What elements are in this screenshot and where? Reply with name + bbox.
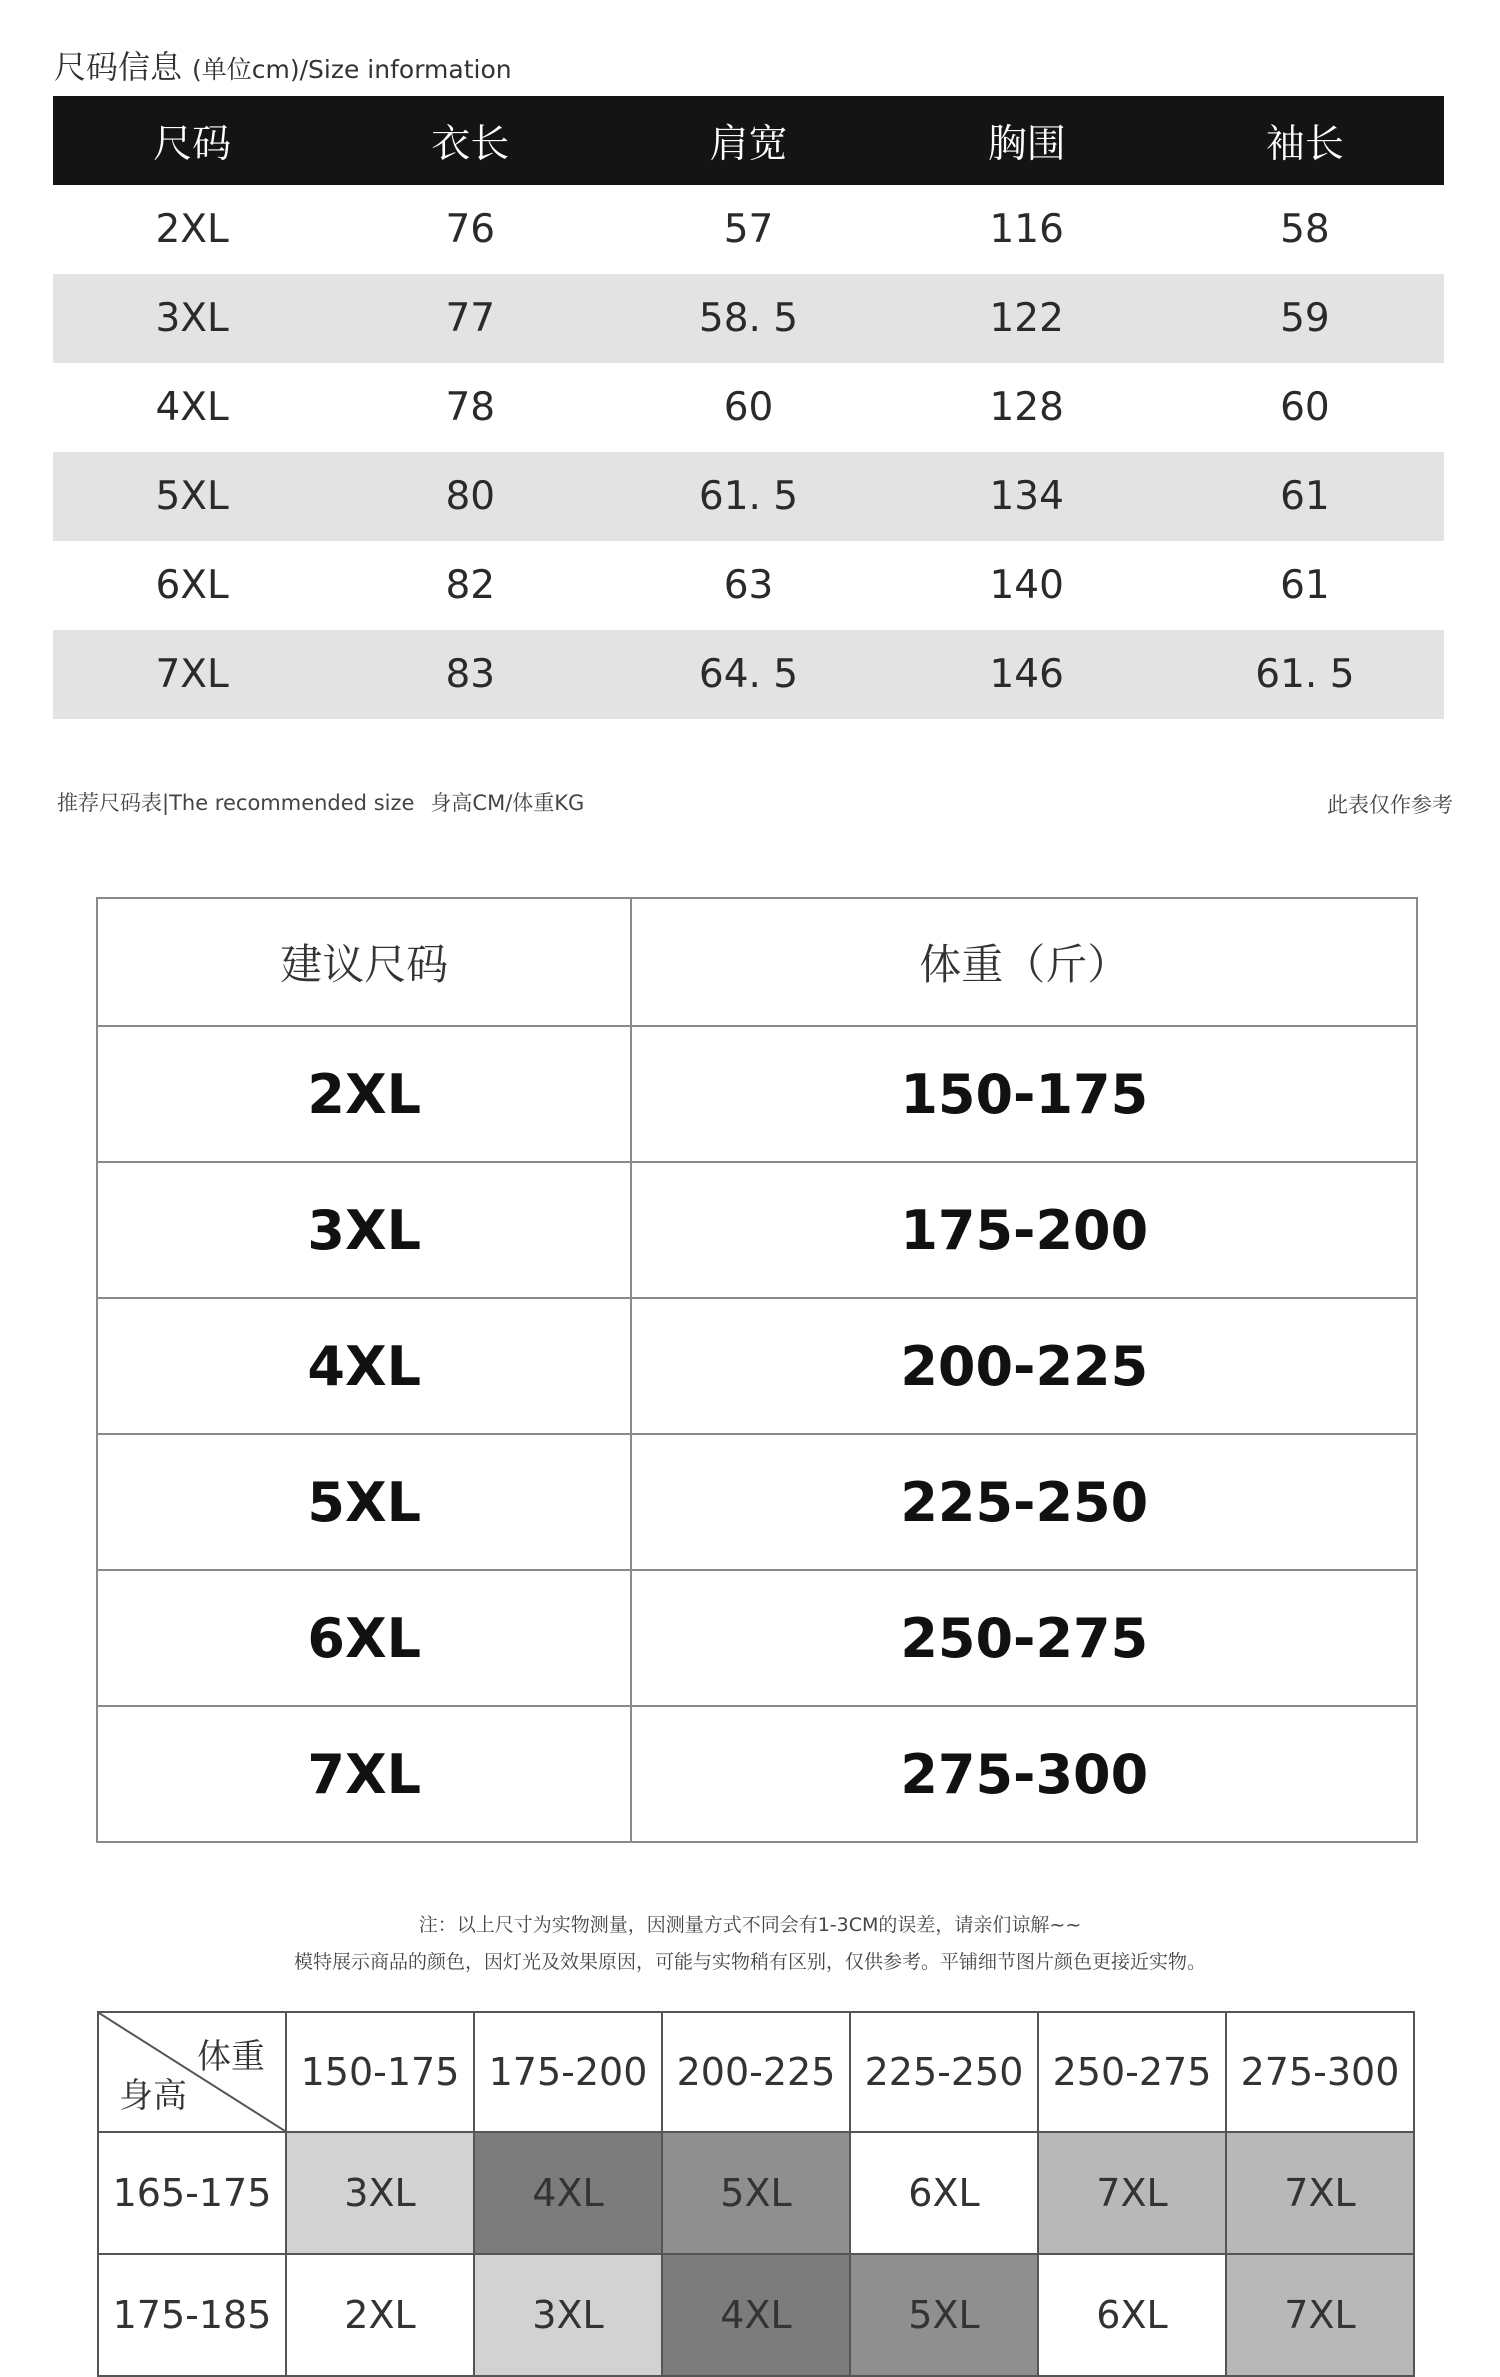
measurement-note: 注：以上尺寸为实物测量，因测量方式不同会有1-3CM的误差，请亲们谅解~~ [418,1914,1082,1936]
size-info-unit: (单位cm)/Size information [192,55,512,84]
matrix-cell: 7XL [1226,2254,1414,2376]
table-cell: 64. 5 [698,652,799,697]
table-row [97,1162,1417,1298]
matrix-cell: 7XL [1038,2132,1226,2254]
matrix-cell: 4XL [474,2132,662,2254]
matrix-row-header: 165-175 [98,2132,286,2254]
table-cell: 78 [445,385,496,430]
recommended-weight-cell: 175-200 [631,1162,1417,1298]
table-row [97,1570,1417,1706]
table-cell: 6XL [155,563,229,608]
table-row [53,274,1444,363]
recommended-size-title: 推荐尺码表|The recommended size [57,791,415,815]
table-cell: 7XL [155,652,229,697]
table-cell: 4XL [155,385,229,430]
table-cell: 61. 5 [698,474,799,519]
matrix-cell: 5XL [662,2132,850,2254]
matrix-column-header: 175-200 [474,2012,662,2132]
matrix-column-header: 225-250 [850,2012,1038,2132]
table-cell: 76 [445,207,496,252]
size-info-title [54,42,512,88]
recommended-size-cell: 3XL [97,1162,631,1298]
table-cell: 57 [723,207,774,252]
recommended-weight-cell: 200-225 [631,1298,1417,1434]
size-header-cell: 肩宽 [709,121,788,167]
matrix-header-row [98,2012,1414,2132]
table-row [98,2132,1414,2254]
recommended-header-row [97,898,1417,1026]
matrix-cell: 6XL [850,2132,1038,2254]
table-cell: 134 [989,474,1064,519]
recommended-size-table [96,897,1418,1843]
recommended-size-cell: 5XL [97,1434,631,1570]
table-row [53,452,1444,541]
matrix-column-header: 200-225 [662,2012,850,2132]
table-cell: 77 [445,296,496,341]
recommended-weight-cell: 250-275 [631,1570,1417,1706]
recommended-size-cell: 4XL [97,1298,631,1434]
size-info-header-row [53,96,1444,185]
table-cell: 61 [1280,563,1330,608]
recommended-weight-cell: 150-175 [631,1026,1417,1162]
size-header-cell: 袖长 [1265,121,1344,167]
table-cell: 61. 5 [1255,652,1355,697]
table-cell: 3XL [155,296,229,341]
size-info-title-text: 尺码信息 [54,48,183,86]
table-cell: 80 [445,474,496,519]
table-row [53,185,1444,274]
table-cell: 5XL [155,474,229,519]
table-cell: 58. 5 [698,296,799,341]
table-cell: 58 [1280,207,1330,252]
matrix-column-header: 275-300 [1226,2012,1414,2132]
size-header-cell: 衣长 [431,121,510,167]
table-cell: 59 [1280,296,1330,341]
table-cell: 82 [445,563,496,608]
recommended-header-cell: 体重（斤） [631,898,1417,1026]
table-cell: 60 [1280,385,1330,430]
table-cell: 83 [445,652,496,697]
recommended-weight-cell: 275-300 [631,1706,1417,1842]
table-cell: 140 [989,563,1064,608]
table-row [98,2254,1414,2376]
matrix-cell: 4XL [662,2254,850,2376]
matrix-cell: 2XL [286,2254,474,2376]
color-note: 模特展示商品的颜色，因灯光及效果原因，可能与实物稍有区别，仅供参考。平铺细节图片颜色更接近实物。 [293,1951,1206,1973]
table-cell: 63 [723,563,774,608]
table-row [97,1706,1417,1842]
table-row [53,541,1444,630]
corner-height-label: 身高 [119,2076,187,2116]
recommended-size-units: 身高CM/体重KG [430,791,585,815]
recommended-header-cell: 建议尺码 [97,898,631,1026]
table-cell: 116 [989,207,1064,252]
table-cell: 60 [723,385,774,430]
matrix-cell: 7XL [1226,2132,1414,2254]
recommended-size-label [57,787,584,817]
matrix-cell: 3XL [286,2132,474,2254]
table-cell: 146 [989,652,1064,697]
matrix-column-header: 150-175 [286,2012,474,2132]
table-row [53,630,1444,719]
matrix-cell: 5XL [850,2254,1038,2376]
table-row [97,1298,1417,1434]
size-header-cell: 胸围 [987,121,1066,167]
matrix-column-header: 250-275 [1038,2012,1226,2132]
reference-only-note: 此表仅作参考 [1327,793,1453,817]
recommended-size-cell: 7XL [97,1706,631,1842]
height-weight-matrix [97,2011,1415,2377]
table-row [53,363,1444,452]
size-info-table [53,96,1444,719]
recommended-size-cell: 6XL [97,1570,631,1706]
matrix-corner-cell [98,2012,286,2132]
recommended-size-cell: 2XL [97,1026,631,1162]
table-cell: 122 [989,296,1064,341]
corner-weight-label: 体重 [197,2037,265,2077]
recommended-weight-cell: 225-250 [631,1434,1417,1570]
table-row [97,1434,1417,1570]
matrix-cell: 6XL [1038,2254,1226,2376]
table-cell: 128 [989,385,1064,430]
table-row [97,1026,1417,1162]
table-cell: 61 [1280,474,1330,519]
table-cell: 2XL [155,207,229,252]
size-header-cell: 尺码 [153,121,232,167]
matrix-row-header: 175-185 [98,2254,286,2376]
matrix-cell: 3XL [474,2254,662,2376]
